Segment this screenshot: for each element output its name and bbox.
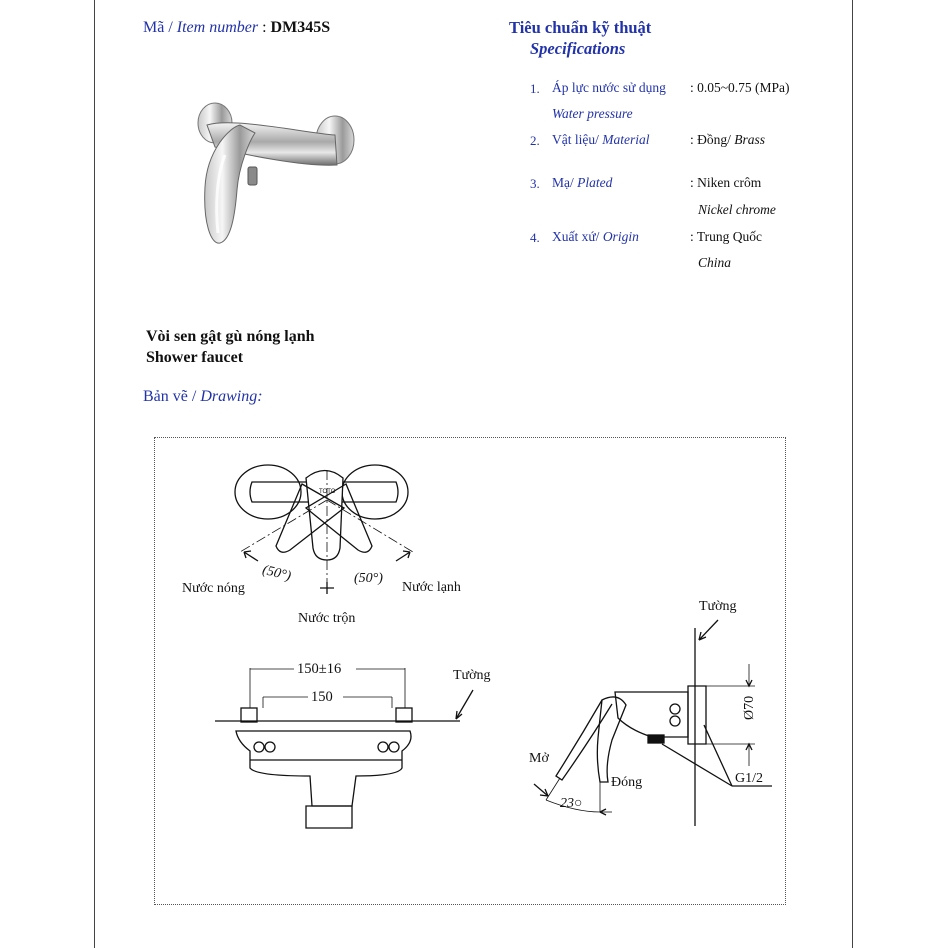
brand-mark: TOTO [319,489,336,495]
side-wall-arrow [699,620,718,640]
mix-arrow [320,582,334,594]
side-nut-b [670,716,680,726]
spec-num: 2. [530,133,540,148]
spec-label-en: Origin [602,229,639,244]
side-outlet [648,735,664,743]
cold-arrow [396,551,410,561]
front-right-nut-b [389,742,399,752]
top-lever [306,471,343,561]
label-side-wall: Tường [699,599,737,614]
open-leader [546,778,560,800]
label-front-wall: Tường [453,668,491,683]
spec-num: 4. [530,230,540,245]
spec-label-en: Material [602,132,650,147]
spec-label-vi: Mạ/ [552,175,574,190]
front-outlet [306,806,352,828]
spec-value-en: Brass [734,132,766,147]
label-hot-water: Nước nóng [182,581,245,596]
side-flange [688,686,706,744]
label-cold-water: Nước lạnh [402,580,461,595]
drawing-label-vi: Bản vẽ / [143,388,197,405]
product-name-vi: Vòi sen gật gù nóng lạnh [146,328,315,345]
front-left-connector [241,708,257,722]
hot-arrow [244,551,258,561]
front-wall-arrow [456,690,473,719]
side-body [615,692,688,737]
front-right-nut-a [378,742,388,752]
specs-title-vi: Tiêu chuẩn kỹ thuật [509,18,652,37]
label-angle-right: (50°) [354,571,383,586]
label-diameter: Ø70 [742,695,757,720]
specs-title-en: Specifications [530,39,626,58]
spec-value-en: Nickel chrome [698,202,776,217]
front-left-nut-b [265,742,275,752]
item-label-en: Item number [176,19,259,36]
spec-value: : 0.05~0.75 (MPa) [690,80,790,95]
spec-label-vi: Xuất xứ/ [552,229,600,244]
spec-label-vi: Áp lực nước sử dụng [552,80,666,95]
spec-num: 1. [530,81,540,96]
spec-value-vi: : Đồng/ [690,132,731,147]
product-name-en: Shower faucet [146,349,244,366]
spec-value-en: China [698,255,732,270]
side-lever-open [556,700,612,780]
spec-num: 3. [530,176,540,191]
drawing-label-en: Drawing: [200,388,263,405]
label-dim-outer: 150±16 [297,661,342,677]
item-label-vi: Mã / [143,19,173,36]
side-nut-a [670,704,680,714]
label-angle-23: 23○ [560,796,583,811]
spec-value: : Niken crôm [690,175,762,190]
spec-label-en: Water pressure [552,106,633,121]
label-dim-inner: 150 [311,689,333,705]
label-open: Mở [529,751,549,766]
front-left-nut-a [254,742,264,752]
label-close: Đóng [611,775,643,790]
label-mixed-water: Nước trộn [298,611,356,626]
item-sep: : [262,19,267,36]
side-lever [597,697,626,782]
spec-value: : Trung Quốc [690,229,763,244]
front-right-connector [396,708,412,722]
spec-label-vi: Vật liệu/ [552,132,599,147]
spec-label-en: Plated [577,175,613,190]
label-angle-left: (50°) [260,562,293,585]
item-code: DM345S [270,19,331,36]
front-view [215,668,473,828]
label-thread: G1/2 [735,771,763,786]
thread-leader-b [662,744,732,786]
